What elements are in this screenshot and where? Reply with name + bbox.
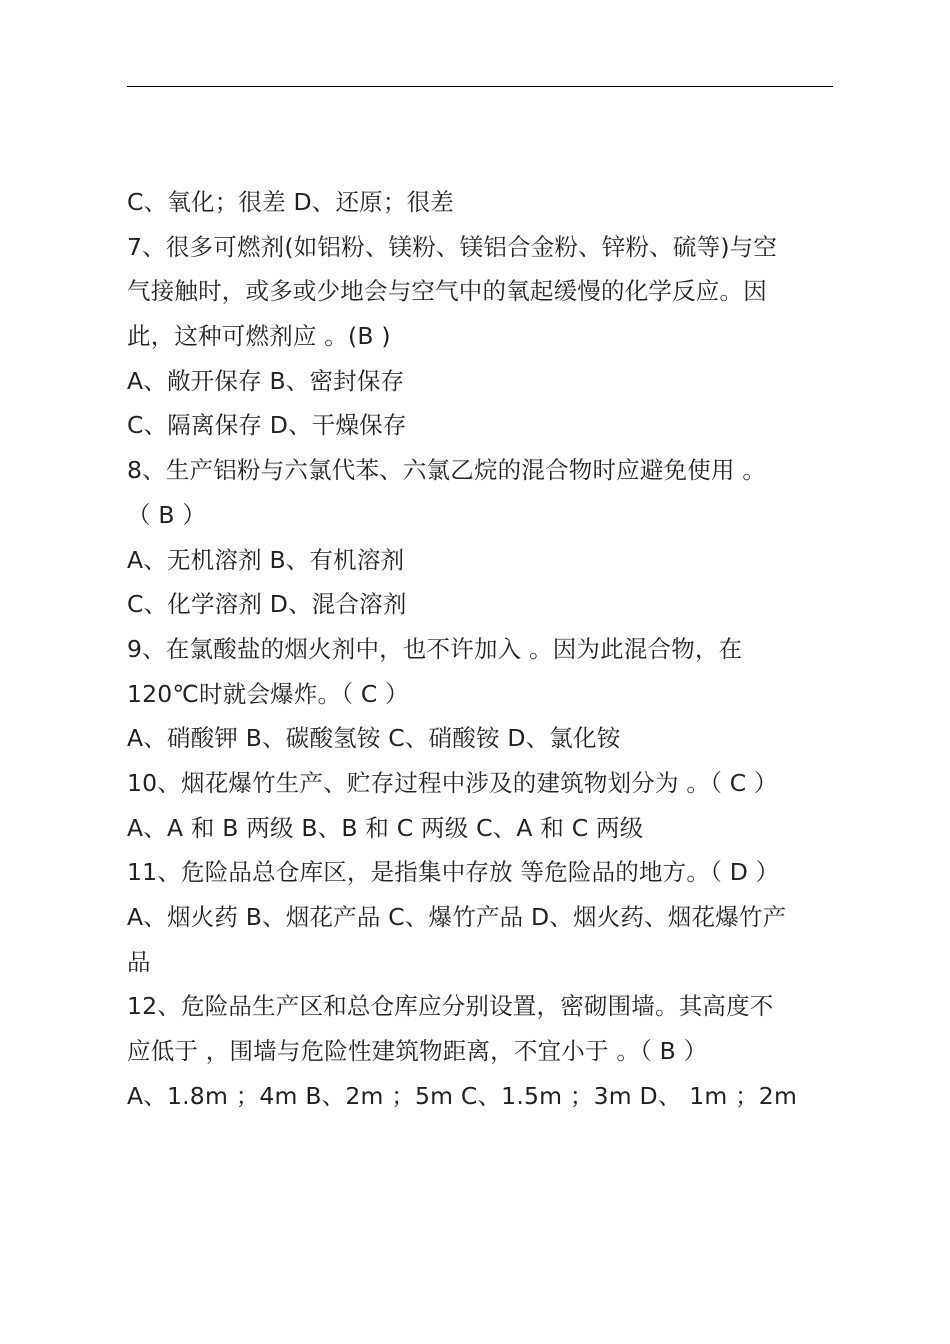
header-rule xyxy=(127,86,833,87)
question-12-line-2: 应低于 ，围墙与危险性建筑物距离，不宜小于 。（ B ） xyxy=(127,1037,708,1066)
question-7-options-ab: A、敞开保存 B、密封保存 xyxy=(127,366,405,395)
question-11-line-1: 11、危险品总仓库区，是指集中存放 等危险品的地方。（ D ） xyxy=(127,858,780,887)
document-body xyxy=(127,180,837,1118)
question-7-line-2: 气接触时，或多或少地会与空气中的氧起缓慢的化学反应。因 xyxy=(127,277,767,306)
question-9-options: A、硝酸钾 B、碳酸氢铵 C、硝酸铵 D、氯化铵 xyxy=(127,724,621,753)
question-8-options-ab: A、无机溶剂 B、有机溶剂 xyxy=(127,545,405,574)
question-8-options-cd: C、化学溶剂 D、混合溶剂 xyxy=(127,590,407,619)
question-8-line-2: （ B ） xyxy=(127,500,207,529)
question-7-options-cd: C、隔离保存 D、干燥保存 xyxy=(127,411,407,440)
question-7-line-3: 此，这种可燃剂应 。(B ) xyxy=(127,322,391,351)
question-10-line-1: 10、烟花爆竹生产、贮存过程中涉及的建筑物划分为 。（ C ） xyxy=(127,768,778,797)
text-line: C、氧化；很差 D、还原；很差 xyxy=(127,188,454,216)
question-11-options-line-1: A、烟火药 B、烟花产品 C、爆竹产品 D、烟火药、烟花爆竹产 xyxy=(127,903,787,931)
question-11-options-line-2: 品 xyxy=(127,947,151,976)
question-7-line-1: 7、很多可燃剂(如铝粉、镁粉、镁铝合金粉、锌粉、硫等)与空 xyxy=(127,232,778,261)
question-12-line-1: 12、危险品生产区和总仓库应分别设置，密砌围墙。其高度不 xyxy=(127,992,774,1021)
question-9-line-1: 9、在氯酸盐的烟火剂中，也不许加入 。因为此混合物，在 xyxy=(127,634,743,663)
question-10-options: A、A 和 B 两级 B、B 和 C 两级 C、A 和 C 两级 xyxy=(127,813,644,842)
question-9-line-2: 120℃时就会爆炸。（ C ） xyxy=(127,679,409,708)
question-12-options: A、1.8m ；4m B、2m ；5m C、1.5m ；3m D、 1m ；2m xyxy=(127,1081,798,1110)
question-8-line-1: 8、生产铝粉与六氯代苯、六氯乙烷的混合物时应避免使用 。 xyxy=(127,456,767,485)
